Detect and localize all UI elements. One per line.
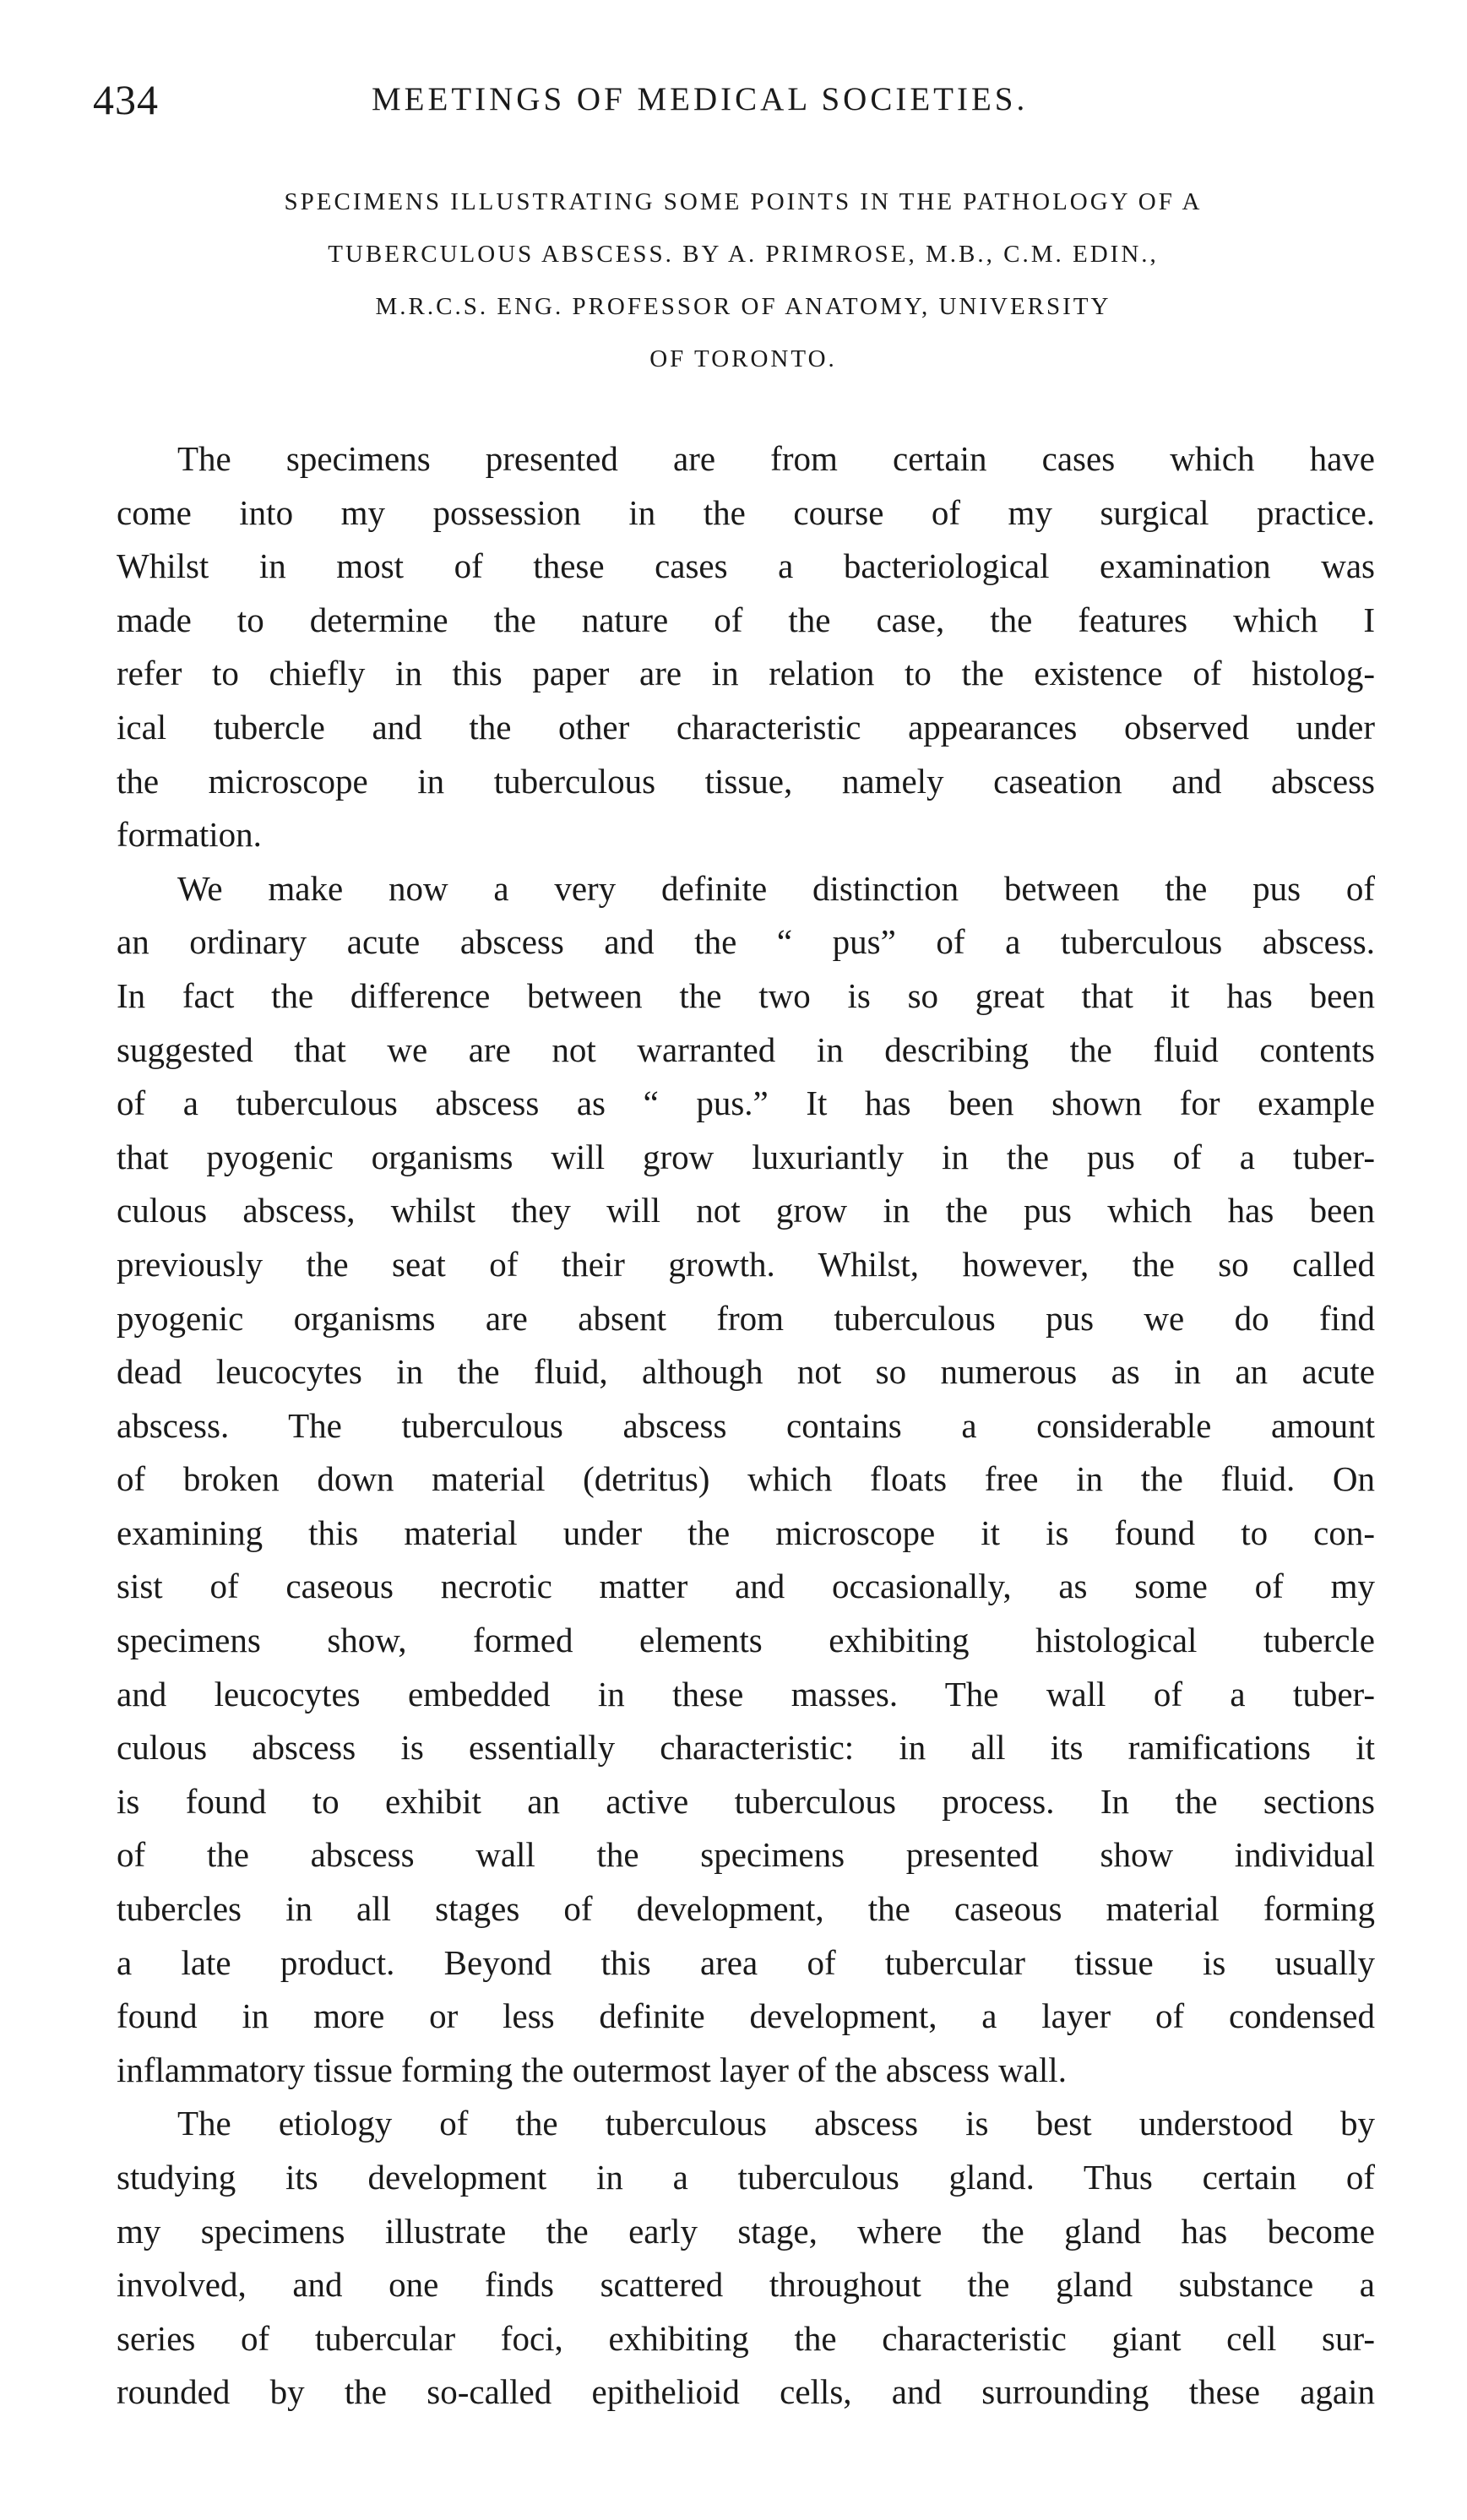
text-line: culous abscess is essentially characteristic: in all its ramifications it <box>117 1728 1375 1768</box>
text-line: series of tubercular foci, exhibiting the characteristic giant cell sur- <box>117 2318 1375 2358</box>
title-line: TUBERCULOUS ABSCESS. BY A. PRIMROSE, M.B., C.M. EDIN., <box>328 241 1159 268</box>
text-line: rounded by the so-called epithelioid cells, and surrounding these again <box>117 2372 1375 2412</box>
text-line: abscess. The tuberculous abscess contains a considerable amount <box>117 1405 1375 1445</box>
text-line: The specimens presented are from certain cases which have <box>177 439 1375 478</box>
text-line: formation. <box>117 815 262 855</box>
text-line: of the abscess wall the specimens presented show individual <box>117 1835 1375 1875</box>
text-line: my specimens illustrate the early stage, where the gland has become <box>117 2211 1375 2251</box>
text-line: found in more or less definite development, a layer of condensed <box>117 1996 1375 2036</box>
text-line: tubercles in all stages of development, the caseous material forming <box>117 1889 1375 1929</box>
text-line: refer to chiefly in this paper are in relation to the existence of histolog- <box>117 654 1375 693</box>
text-line: inflammatory tissue forming the outermost layer of the abscess wall. <box>117 2050 1067 2089</box>
paragraph-3 <box>117 2097 1375 2420</box>
text-line: a late product. Beyond this area of tubercular tissue is usually <box>117 1942 1375 1982</box>
text-line: studying its development in a tuberculous gland. Thus certain of <box>117 2158 1375 2197</box>
paragraph-1 <box>117 432 1375 862</box>
article-body <box>117 432 1375 2420</box>
text-line: We make now a very definite distinction between the pus of <box>177 868 1375 908</box>
text-line: of a tuberculous abscess as “ pus.” It has been shown for example <box>117 1083 1375 1123</box>
text-line: sist of caseous necrotic matter and occasionally, as some of my <box>117 1567 1375 1606</box>
text-line: the microscope in tuberculous tissue, namely caseation and abscess <box>117 761 1375 801</box>
text-line: of broken down material (detritus) which floats free in the fluid. On <box>117 1459 1375 1499</box>
text-line: culous abscess, whilst they will not grow in the pus which has been <box>117 1191 1375 1230</box>
text-line: that pyogenic organisms will grow luxuriantly in the pus of a tuber- <box>117 1137 1375 1176</box>
text-line: In fact the difference between the two is so great that it has been <box>117 975 1375 1015</box>
paragraph-2 <box>117 862 1375 2098</box>
running-title: MEETINGS OF MEDICAL SOCIETIES. <box>372 81 1029 117</box>
text-line: ical tubercle and the other characteristic appearances observed under <box>117 707 1375 747</box>
text-line: and leucocytes embedded in these masses. The wall of a tuber- <box>117 1674 1375 1713</box>
text-line: Whilst in most of these cases a bacteriological examination was <box>117 546 1375 586</box>
text-line: involved, and one finds scattered throughout the gland substance a <box>117 2265 1375 2305</box>
article-title <box>93 176 1394 385</box>
text-line: suggested that we are not warranted in describing the fluid contents <box>117 1029 1375 1069</box>
text-line: is found to exhibit an active tuberculous process. In the sections <box>117 1781 1375 1821</box>
running-header <box>93 74 1394 125</box>
text-line: come into my possession in the course of my surgical practice. <box>117 492 1375 532</box>
text-line: examining this material under the microscope it is found to con- <box>117 1513 1375 1552</box>
text-line: specimens show, formed elements exhibiting histological tubercle <box>117 1621 1375 1660</box>
text-line: an ordinary acute abscess and the “ pus” of a tuberculous abscess. <box>117 922 1375 962</box>
text-line: pyogenic organisms are absent from tuberculous pus we do find <box>117 1298 1375 1338</box>
title-line: M.R.C.S. ENG. PROFESSOR OF ANATOMY, UNIVERSITY <box>375 293 1111 320</box>
text-line: made to determine the nature of the case, the features which I <box>117 600 1375 639</box>
title-line: SPECIMENS ILLUSTRATING SOME POINTS IN THE PATHOLOGY OF A <box>284 188 1203 215</box>
page-number: 434 <box>93 76 159 123</box>
text-line: previously the seat of their growth. Whilst, however, the so called <box>117 1244 1375 1284</box>
text-line: dead leucocytes in the fluid, although not so numerous as in an acute <box>117 1352 1375 1392</box>
text-line: The etiology of the tuberculous abscess is best understood by <box>177 2104 1375 2143</box>
title-line: OF TORONTO. <box>649 345 837 372</box>
